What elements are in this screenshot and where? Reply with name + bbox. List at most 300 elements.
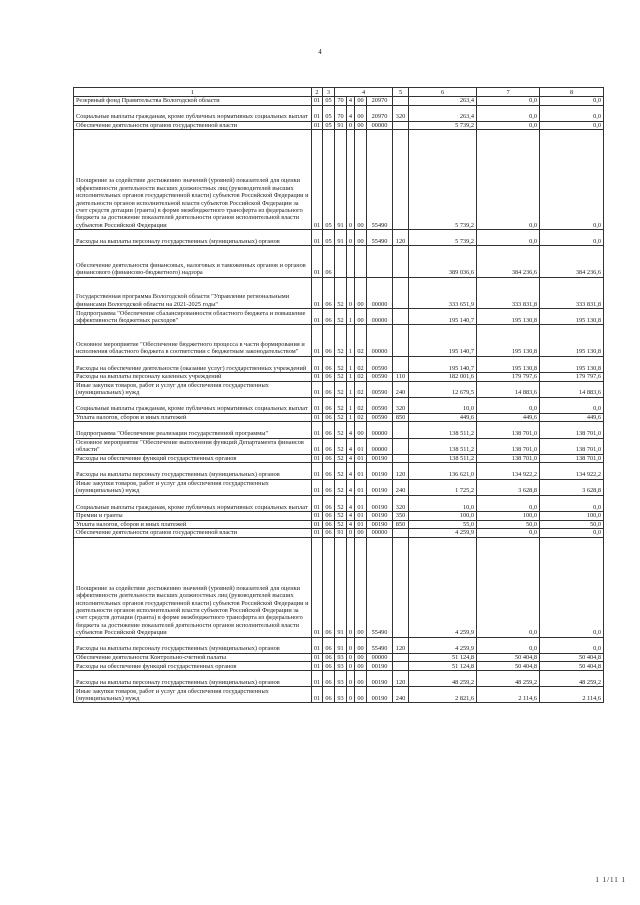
col-section: 01	[312, 520, 323, 529]
table-row	[74, 105, 604, 121]
table-row	[74, 520, 604, 529]
code-event: 00	[355, 687, 367, 703]
code-subprogram: 0	[347, 277, 355, 308]
col-subsection: 05	[323, 230, 335, 246]
amount-year-3: 0,0	[540, 529, 604, 538]
code-direction: 00190	[367, 495, 393, 511]
col-section: 01	[312, 529, 323, 538]
table-row	[74, 356, 604, 372]
col-subsection: 06	[323, 637, 335, 653]
col-expense-type: 120	[393, 230, 409, 246]
col-expense-type: 850	[393, 413, 409, 422]
amount-year-3: 195 130,8	[540, 325, 604, 356]
col-subsection: 06	[323, 653, 335, 662]
col-section: 01	[312, 637, 323, 653]
code-event: 01	[355, 512, 367, 521]
code-event: 00	[355, 105, 367, 121]
col-expense-type: 120	[393, 637, 409, 653]
amount-year-2: 195 130,8	[477, 309, 540, 325]
header-cell: 3	[323, 88, 335, 97]
amount-year-1: 10,0	[409, 495, 477, 511]
col-subsection: 06	[323, 325, 335, 356]
col-subsection: 06	[323, 670, 335, 686]
code-program: 70	[335, 97, 347, 106]
code-program: 93	[335, 670, 347, 686]
code-program: 93	[335, 687, 347, 703]
table-row	[74, 537, 604, 637]
code-subprogram: 1	[347, 325, 355, 356]
amount-year-1: 182 001,6	[409, 372, 477, 381]
amount-year-3: 50 404,8	[540, 653, 604, 662]
table-row	[74, 512, 604, 521]
amount-year-2: 3 628,8	[477, 479, 540, 495]
code-direction: 00190	[367, 454, 393, 463]
code-event: 01	[355, 495, 367, 511]
code-subprogram: 4	[347, 454, 355, 463]
amount-year-1: 5 739,2	[409, 230, 477, 246]
code-direction: 00190	[367, 463, 393, 479]
col-subsection: 06	[323, 277, 335, 308]
code-program: 52	[335, 381, 347, 397]
amount-year-2: 195 130,8	[477, 356, 540, 372]
code-program: 93	[335, 662, 347, 671]
code-direction: 00000	[367, 422, 393, 438]
amount-year-3: 384 236,6	[540, 246, 604, 277]
header-cell: 4	[335, 88, 393, 97]
amount-year-2: 179 797,6	[477, 372, 540, 381]
col-section: 01	[312, 454, 323, 463]
amount-year-3: 134 922,2	[540, 463, 604, 479]
footer-mark: 1 1/11 1	[595, 876, 626, 884]
col-subsection: 05	[323, 130, 335, 230]
col-expense-type	[393, 356, 409, 372]
col-subsection: 06	[323, 381, 335, 397]
page-number: 4	[318, 48, 322, 56]
code-direction: 00590	[367, 381, 393, 397]
code-direction: 00000	[367, 309, 393, 325]
code-program: 52	[335, 520, 347, 529]
amount-year-1: 138 511,2	[409, 422, 477, 438]
col-section: 01	[312, 438, 323, 454]
amount-year-2: 134 922,2	[477, 463, 540, 479]
amount-year-3: 179 797,6	[540, 372, 604, 381]
row-name: Премии и гранты	[74, 512, 312, 521]
row-name: Расходы на обеспечение деятельности (оказание услуг) государственных учреждений	[74, 356, 312, 372]
amount-year-2: 0,0	[477, 637, 540, 653]
amount-year-3: 195 130,8	[540, 356, 604, 372]
col-subsection: 06	[323, 422, 335, 438]
amount-year-3: 138 701,0	[540, 438, 604, 454]
col-expense-type	[393, 130, 409, 230]
header-cell: 5	[393, 88, 409, 97]
row-name: Подпрограмма "Обеспечение сбалансированности областного бюджета и повышение эффективности бюджетных расходов"	[74, 309, 312, 325]
col-section: 01	[312, 670, 323, 686]
col-expense-type	[393, 309, 409, 325]
header-cell: 1	[74, 88, 312, 97]
code-direction: 20970	[367, 97, 393, 106]
amount-year-2: 0,0	[477, 529, 540, 538]
col-expense-type: 240	[393, 381, 409, 397]
code-direction: 00190	[367, 520, 393, 529]
row-name: Расходы на выплаты персоналу государственных (муниципальных) органов	[74, 230, 312, 246]
col-section: 01	[312, 495, 323, 511]
code-program: 93	[335, 653, 347, 662]
row-name: Уплата налогов, сборов и иных платежей	[74, 520, 312, 529]
amount-year-1: 138 511,2	[409, 454, 477, 463]
code-program: 52	[335, 413, 347, 422]
code-event: 02	[355, 413, 367, 422]
col-expense-type: 110	[393, 372, 409, 381]
amount-year-2: 138 701,0	[477, 422, 540, 438]
table-row	[74, 438, 604, 454]
row-name: Иные закупки товаров, работ и услуг для обеспечения государственных (муниципальных) нужд	[74, 479, 312, 495]
col-subsection: 06	[323, 413, 335, 422]
code-event: 01	[355, 463, 367, 479]
amount-year-2: 0,0	[477, 105, 540, 121]
col-section: 01	[312, 381, 323, 397]
col-expense-type	[393, 325, 409, 356]
col-section: 01	[312, 246, 323, 277]
table-row	[74, 246, 604, 277]
code-event: 02	[355, 325, 367, 356]
col-expense-type	[393, 438, 409, 454]
code-subprogram: 1	[347, 309, 355, 325]
code-event: 01	[355, 479, 367, 495]
row-name: Подпрограмма "Обеспечение реализации государственной программы"	[74, 422, 312, 438]
amount-year-3: 0,0	[540, 105, 604, 121]
row-name: Социальные выплаты гражданам, кроме публичных нормативных социальных выплат	[74, 397, 312, 413]
code-direction: 00000	[367, 325, 393, 356]
col-expense-type	[393, 662, 409, 671]
code-program: 70	[335, 105, 347, 121]
amount-year-2: 138 701,0	[477, 454, 540, 463]
code-program: 52	[335, 422, 347, 438]
code-event: 00	[355, 230, 367, 246]
col-section: 01	[312, 413, 323, 422]
amount-year-1: 4 259,9	[409, 529, 477, 538]
code-event: 00	[355, 130, 367, 230]
row-name: Основное мероприятие "Обеспечение бюджетного процесса в части формирования и исполнения областного бюджета в соответствии с бюджетным законодательством"	[74, 325, 312, 356]
col-subsection: 06	[323, 479, 335, 495]
col-subsection: 05	[323, 97, 335, 106]
amount-year-2: 384 236,6	[477, 246, 540, 277]
amount-year-1: 195 140,7	[409, 325, 477, 356]
table-row	[74, 637, 604, 653]
col-subsection: 06	[323, 438, 335, 454]
code-direction: 00590	[367, 372, 393, 381]
amount-year-1: 51 124,8	[409, 662, 477, 671]
col-expense-type: 850	[393, 520, 409, 529]
header-cell: 7	[477, 88, 540, 97]
code-event: 00	[355, 422, 367, 438]
code-subprogram: 0	[347, 537, 355, 637]
table-row	[74, 309, 604, 325]
code-subprogram: 0	[347, 130, 355, 230]
row-name: Государственная программа Вологодской области "Управление региональными финансами Вологодской области на 2021-2025 годы"	[74, 277, 312, 308]
amount-year-1: 5 739,2	[409, 130, 477, 230]
amount-year-3: 0,0	[540, 230, 604, 246]
col-section: 01	[312, 277, 323, 308]
col-subsection: 06	[323, 529, 335, 538]
col-subsection: 05	[323, 121, 335, 130]
code-direction: 00000	[367, 277, 393, 308]
amount-year-1: 389 036,6	[409, 246, 477, 277]
code-subprogram: 4	[347, 105, 355, 121]
code-direction: 00190	[367, 479, 393, 495]
code-subprogram: 1	[347, 356, 355, 372]
row-name: Социальные выплаты гражданам, кроме публичных нормативных социальных выплат	[74, 105, 312, 121]
header-row	[74, 88, 604, 97]
row-name: Обеспечение деятельности органов государственной власти	[74, 529, 312, 538]
col-subsection: 06	[323, 463, 335, 479]
header-cell: 8	[540, 88, 604, 97]
col-section: 01	[312, 230, 323, 246]
row-name: Уплата налогов, сборов и иных платежей	[74, 413, 312, 422]
code-direction: 00000	[367, 529, 393, 538]
code-program: 91	[335, 537, 347, 637]
amount-year-1: 4 259,9	[409, 537, 477, 637]
code-subprogram: 1	[347, 397, 355, 413]
code-subprogram: 4	[347, 97, 355, 106]
row-name: Обеспечение деятельности Контрольно-счетной палаты	[74, 653, 312, 662]
row-name: Поощрение за содействие достижению значений (уровней) показателей для оценки эффективности деятельности высших должностных лиц (руководителей высших исполнительных органов государственной власти) субъектов Российской Федерации и деятельности органов исполнительной власти субъектов Российской Федерации за счет средств дотации (гранта) в форме межбюджетного трансферта из федерального бюджета за достижение показателей деятельности органов исполнительной власти субъектов Российской Федерации	[74, 537, 312, 637]
code-program: 91	[335, 529, 347, 538]
code-subprogram: 0	[347, 230, 355, 246]
code-subprogram	[347, 246, 355, 277]
amount-year-1: 333 651,9	[409, 277, 477, 308]
col-section: 01	[312, 121, 323, 130]
code-program: 52	[335, 454, 347, 463]
table-row	[74, 463, 604, 479]
amount-year-1: 136 621,0	[409, 463, 477, 479]
code-event: 01	[355, 438, 367, 454]
row-name: Расходы на выплаты персоналу государственных (муниципальных) органов	[74, 463, 312, 479]
code-subprogram: 4	[347, 520, 355, 529]
col-expense-type	[393, 97, 409, 106]
code-event: 00	[355, 662, 367, 671]
amount-year-3: 0,0	[540, 97, 604, 106]
row-name: Социальные выплаты гражданам, кроме публичных нормативных социальных выплат	[74, 495, 312, 511]
code-subprogram: 4	[347, 438, 355, 454]
col-subsection: 06	[323, 397, 335, 413]
amount-year-3: 0,0	[540, 121, 604, 130]
col-expense-type: 240	[393, 479, 409, 495]
table-row	[74, 397, 604, 413]
amount-year-3: 333 831,8	[540, 277, 604, 308]
row-name: Основное мероприятие "Обеспечение выполнения функций Департамента финансов области"	[74, 438, 312, 454]
row-name: Расходы на обеспечение функций государственных органов	[74, 454, 312, 463]
amount-year-3: 3 628,8	[540, 479, 604, 495]
col-section: 01	[312, 479, 323, 495]
amount-year-3: 2 114,6	[540, 687, 604, 703]
table-row	[74, 413, 604, 422]
col-subsection: 06	[323, 356, 335, 372]
code-program: 52	[335, 397, 347, 413]
col-subsection: 06	[323, 246, 335, 277]
amount-year-3: 48 259,2	[540, 670, 604, 686]
amount-year-2: 0,0	[477, 121, 540, 130]
code-direction: 55490	[367, 537, 393, 637]
row-name: Расходы на выплаты персоналу государственных (муниципальных) органов	[74, 637, 312, 653]
col-section: 01	[312, 325, 323, 356]
code-direction: 00190	[367, 662, 393, 671]
table-row	[74, 495, 604, 511]
col-subsection: 05	[323, 105, 335, 121]
amount-year-3: 50,0	[540, 520, 604, 529]
table-row	[74, 670, 604, 686]
code-program: 52	[335, 356, 347, 372]
amount-year-1: 12 679,5	[409, 381, 477, 397]
code-direction: 55490	[367, 130, 393, 230]
col-subsection: 06	[323, 454, 335, 463]
code-subprogram: 1	[347, 381, 355, 397]
col-subsection: 06	[323, 372, 335, 381]
code-program: 52	[335, 372, 347, 381]
row-name: Иные закупки товаров, работ и услуг для обеспечения государственных (муниципальных) нужд	[74, 687, 312, 703]
code-event: 02	[355, 372, 367, 381]
table-row	[74, 381, 604, 397]
col-section: 01	[312, 397, 323, 413]
code-event: 00	[355, 637, 367, 653]
col-section: 01	[312, 372, 323, 381]
code-direction: 00000	[367, 438, 393, 454]
row-name: Резервный фонд Правительства Вологодской области	[74, 97, 312, 106]
code-program: 52	[335, 479, 347, 495]
code-event: 02	[355, 397, 367, 413]
amount-year-3: 0,0	[540, 130, 604, 230]
amount-year-2: 14 883,6	[477, 381, 540, 397]
col-subsection: 06	[323, 520, 335, 529]
code-event: 02	[355, 381, 367, 397]
col-section: 01	[312, 662, 323, 671]
code-event: 00	[355, 653, 367, 662]
code-subprogram: 4	[347, 495, 355, 511]
code-program: 52	[335, 277, 347, 308]
col-section: 01	[312, 356, 323, 372]
row-name: Расходы на обеспечение функций государственных органов	[74, 662, 312, 671]
code-direction: 00590	[367, 413, 393, 422]
col-expense-type: 320	[393, 495, 409, 511]
code-subprogram: 0	[347, 662, 355, 671]
amount-year-3: 195 130,8	[540, 309, 604, 325]
amount-year-1: 263,4	[409, 105, 477, 121]
amount-year-1: 100,0	[409, 512, 477, 521]
col-expense-type	[393, 246, 409, 277]
code-subprogram: 4	[347, 463, 355, 479]
col-expense-type	[393, 277, 409, 308]
code-direction: 00190	[367, 512, 393, 521]
col-expense-type	[393, 121, 409, 130]
code-direction: 00000	[367, 121, 393, 130]
code-subprogram: 0	[347, 529, 355, 538]
code-subprogram: 1	[347, 372, 355, 381]
col-expense-type: 320	[393, 397, 409, 413]
amount-year-2: 195 130,8	[477, 325, 540, 356]
row-name: Обеспечение деятельности органов государственной власти	[74, 121, 312, 130]
code-program: 52	[335, 463, 347, 479]
code-program: 52	[335, 495, 347, 511]
table-row	[74, 130, 604, 230]
amount-year-2: 333 831,8	[477, 277, 540, 308]
table-row	[74, 422, 604, 438]
table-row	[74, 97, 604, 106]
amount-year-1: 195 140,7	[409, 309, 477, 325]
code-direction	[367, 246, 393, 277]
col-subsection: 06	[323, 687, 335, 703]
col-expense-type	[393, 537, 409, 637]
col-section: 01	[312, 309, 323, 325]
row-name: Поощрение за содействие достижению значений (уровней) показателей для оценки эффективности деятельности высших должностных лиц (руководителей высших исполнительных органов государственной власти) субъектов Российской Федерации и деятельности органов исполнительной власти субъектов Российской Федерации за счет средств дотации (гранта) в форме межбюджетного трансферта из федерального бюджета за достижение показателей деятельности органов исполнительной власти субъектов Российской Федерации	[74, 130, 312, 230]
header-cell: 6	[409, 88, 477, 97]
code-direction: 55490	[367, 637, 393, 653]
col-expense-type: 120	[393, 670, 409, 686]
header-cell: 2	[312, 88, 323, 97]
code-program: 52	[335, 438, 347, 454]
amount-year-2: 100,0	[477, 512, 540, 521]
table-row	[74, 230, 604, 246]
row-name: Расходы на выплаты персоналу государственных (муниципальных) органов	[74, 670, 312, 686]
col-subsection: 06	[323, 662, 335, 671]
amount-year-2: 50 404,8	[477, 653, 540, 662]
amount-year-2: 449,6	[477, 413, 540, 422]
col-subsection: 06	[323, 512, 335, 521]
amount-year-3: 0,0	[540, 637, 604, 653]
amount-year-2: 0,0	[477, 495, 540, 511]
amount-year-1: 1 725,2	[409, 479, 477, 495]
code-event: 00	[355, 537, 367, 637]
code-direction: 00190	[367, 670, 393, 686]
code-direction: 00590	[367, 397, 393, 413]
code-program: 52	[335, 325, 347, 356]
row-name: Иные закупки товаров, работ и услуг для обеспечения государственных (муниципальных) нужд	[74, 381, 312, 397]
code-program: 91	[335, 130, 347, 230]
code-event: 02	[355, 356, 367, 372]
table-row	[74, 662, 604, 671]
code-program: 52	[335, 512, 347, 521]
amount-year-1: 5 739,2	[409, 121, 477, 130]
table-row	[74, 687, 604, 703]
code-direction: 00000	[367, 653, 393, 662]
amount-year-3: 0,0	[540, 397, 604, 413]
col-section: 01	[312, 463, 323, 479]
amount-year-2: 2 114,6	[477, 687, 540, 703]
code-subprogram: 0	[347, 637, 355, 653]
code-event: 00	[355, 97, 367, 106]
col-expense-type: 350	[393, 512, 409, 521]
amount-year-2: 0,0	[477, 230, 540, 246]
amount-year-3: 14 883,6	[540, 381, 604, 397]
amount-year-2: 48 259,2	[477, 670, 540, 686]
col-expense-type	[393, 422, 409, 438]
code-subprogram: 4	[347, 479, 355, 495]
amount-year-3: 138 701,0	[540, 422, 604, 438]
amount-year-3: 0,0	[540, 537, 604, 637]
col-subsection: 06	[323, 309, 335, 325]
amount-year-2: 50 404,8	[477, 662, 540, 671]
amount-year-2: 0,0	[477, 130, 540, 230]
amount-year-1: 195 140,7	[409, 356, 477, 372]
code-event: 00	[355, 529, 367, 538]
code-subprogram: 1	[347, 413, 355, 422]
col-expense-type: 120	[393, 463, 409, 479]
table-row	[74, 325, 604, 356]
col-expense-type	[393, 529, 409, 538]
table-row	[74, 479, 604, 495]
col-section: 01	[312, 512, 323, 521]
code-event	[355, 246, 367, 277]
code-program: 91	[335, 230, 347, 246]
code-subprogram: 4	[347, 512, 355, 521]
